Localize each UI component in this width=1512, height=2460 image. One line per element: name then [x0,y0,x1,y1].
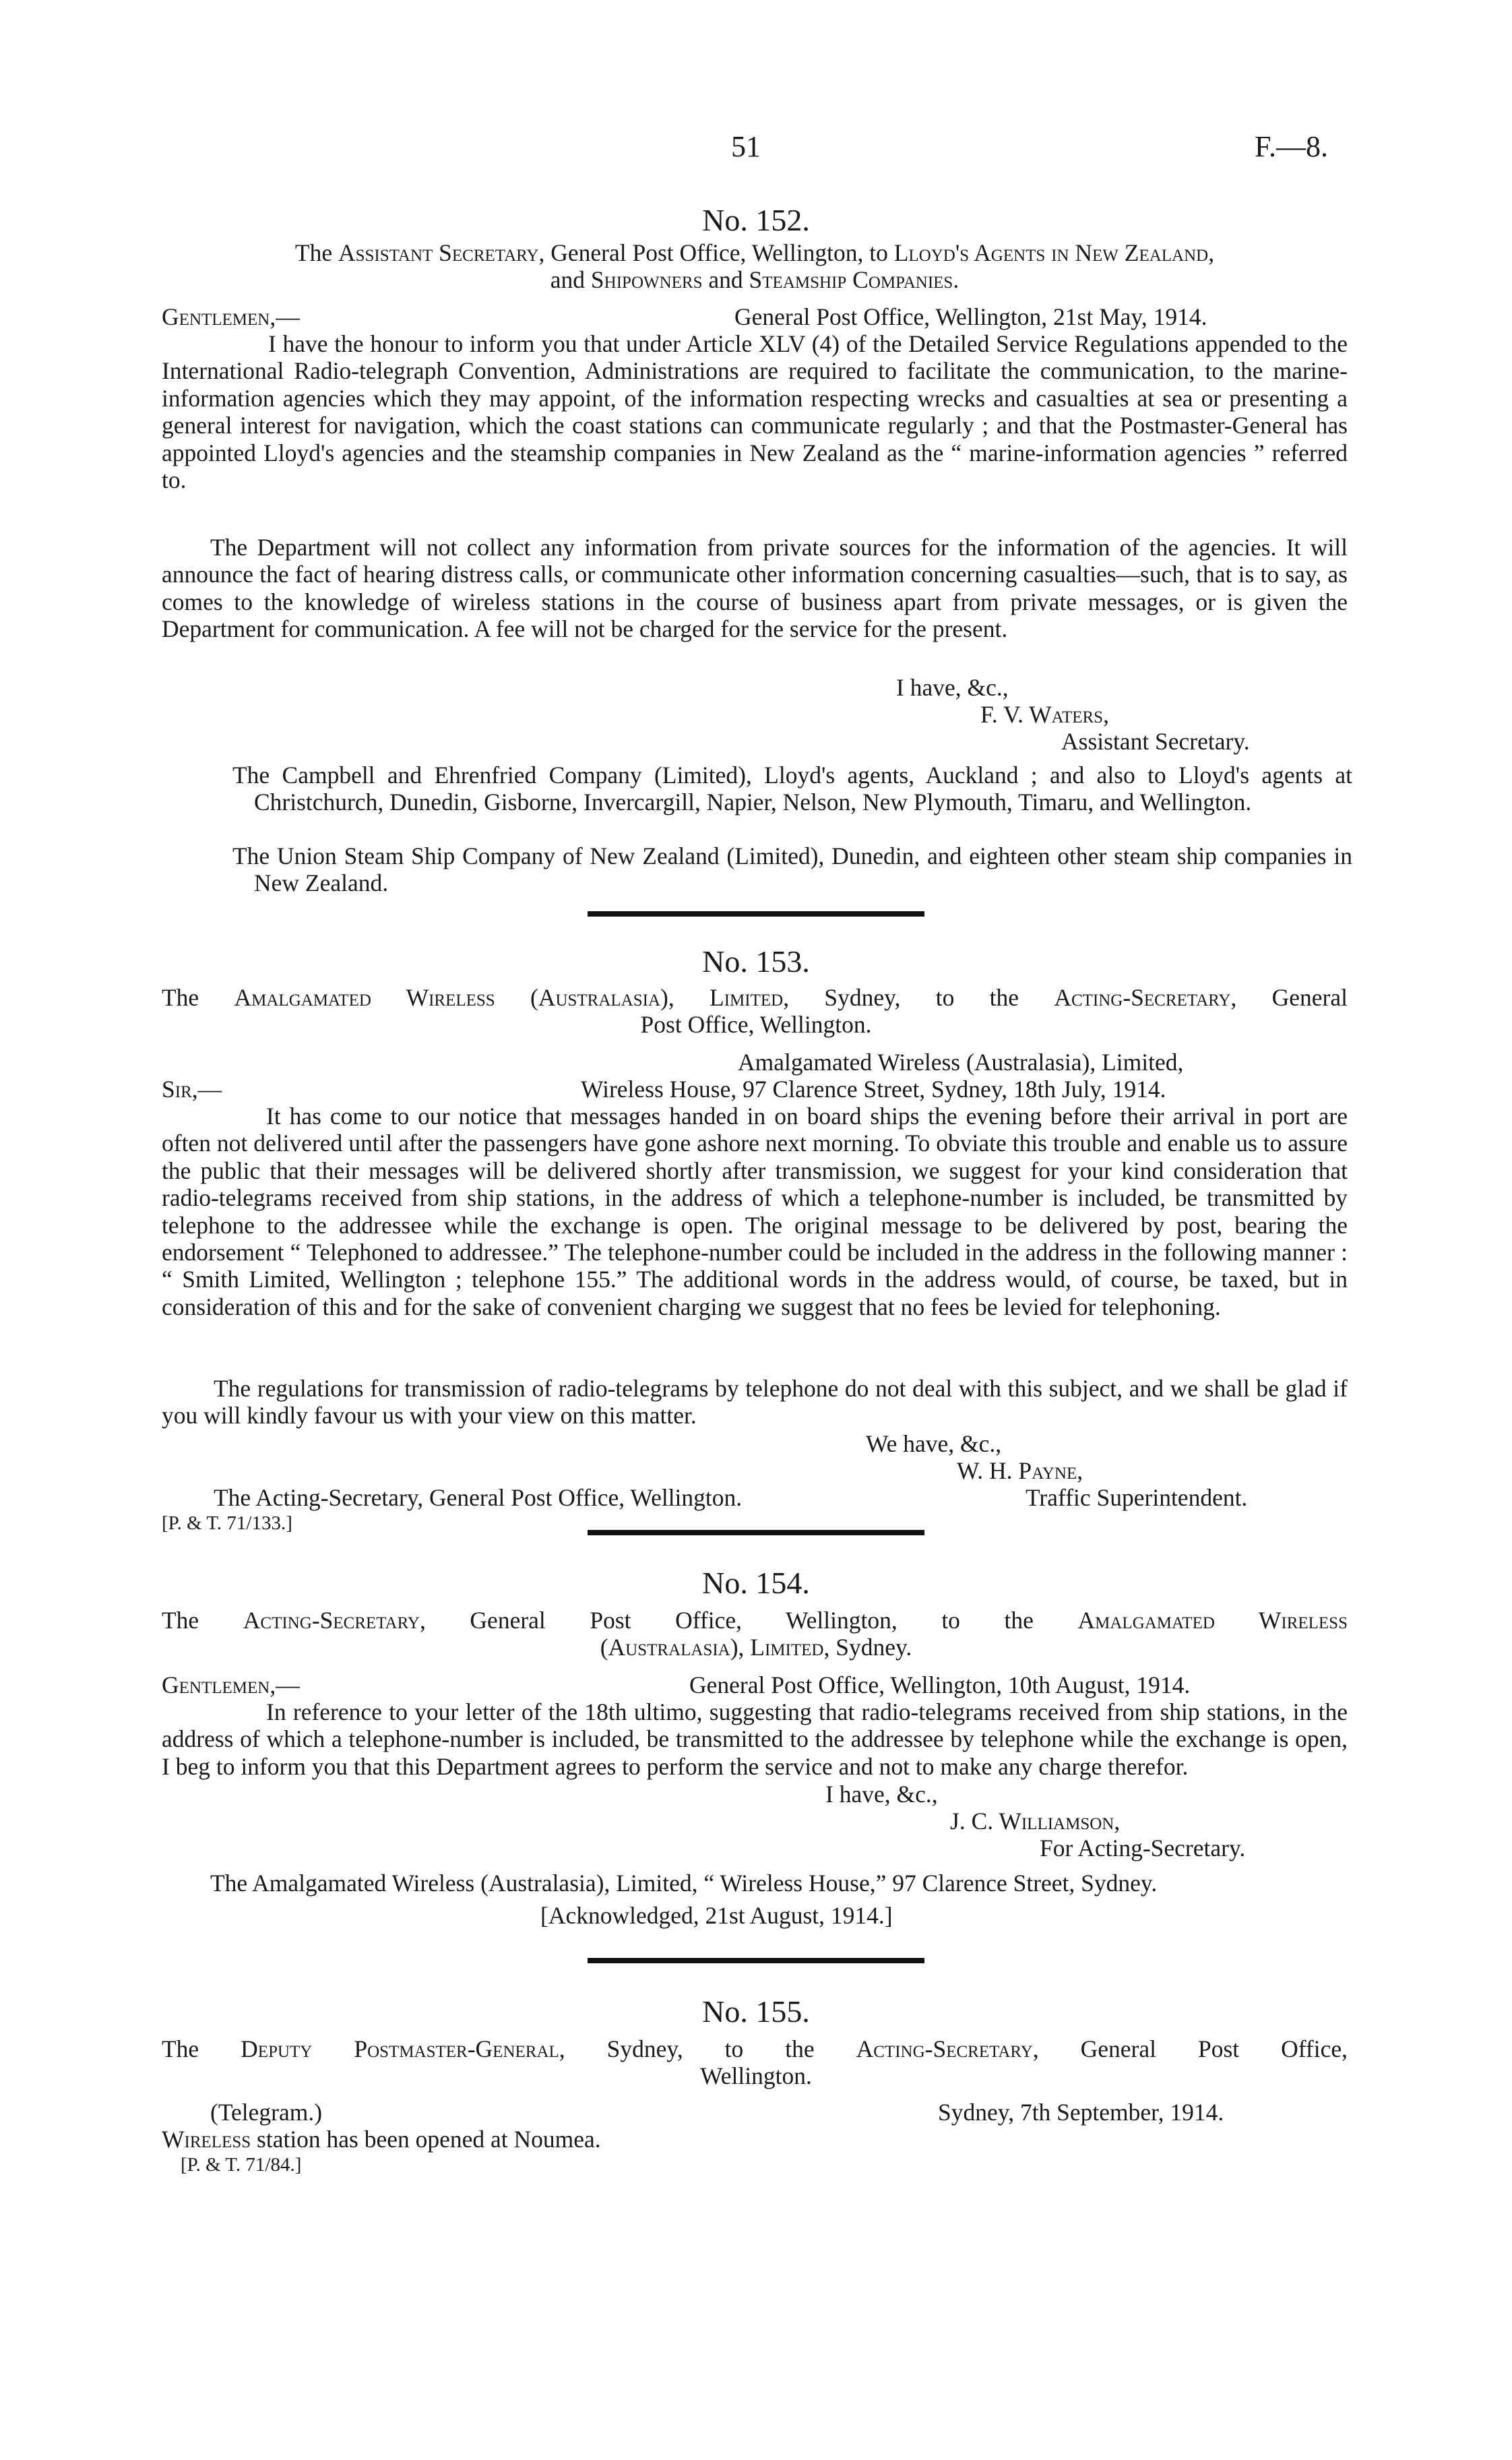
letter-153-addressee: The Acting-Secretary, General Post Office, Wellington. [214,1484,743,1511]
letter-155-heading-line-1: The Deputy Postmaster-General, Sydney, to the Acting-Secretary, General Post Office, [162,2035,1348,2062]
letter-153-closing: We have, &c., [866,1430,1002,1457]
letter-154-heading-line-2: (Australasia), Limited, Sydney. [600,1634,912,1661]
letter-154-recipient: The Amalgamated Wireless (Australasia), Limited, “ Wireless House,” 97 Clarence Street, Sydney. [210,1870,1158,1897]
letter-153-salutation: Sir,— [162,1076,222,1103]
letter-155-dateline: Sydney, 7th September, 1914. [938,2099,1224,2126]
letter-155-heading-line-2: Wellington. [700,2062,812,2089]
letter-152-heading-line-2: and Shipowners and Steamship Companies. [550,266,959,293]
letter-153-signatory-title: Traffic Superintendent. [1026,1484,1248,1511]
letter-152-heading-line-1: The Assistant Secretary, General Post Office, Wellington, to Lloyd's Agents in New Zealand, [294,239,1215,266]
letter-153-paragraph-2: The regulations for transmission of radio-telegrams by telephone do not deal with this subject, and we shall be glad if you will kindly favour us with your view on this matter. [162,1375,1348,1429]
section-divider [588,911,924,917]
letter-152-recipient-1: The Campbell and Ehrenfried Company (Limited), Lloyd's agents, Auckland ; and also to Lloyd's agents at Christchurch, Dunedin, Gisborne, Invercargill, Napier, Nelson, New Plymouth, Timaru, and Wellington. [232,762,1352,816]
letter-153-file-reference: [P. & T. 71/133.] [162,1512,292,1534]
letter-153-heading-line-1: The Amalgamated Wireless (Australasia), Limited, Sydney, to the Acting-Secretary, General [162,984,1348,1011]
letter-153-signature: W. H. Payne, [957,1457,1083,1484]
letter-154-salutation: Gentlemen,— [162,1671,300,1698]
letter-153-address-line-1: Amalgamated Wireless (Australasia), Limited, [738,1049,1184,1076]
letter-154-closing: I have, &c., [825,1781,938,1808]
letter-155-telegram-label: (Telegram.) [210,2099,323,2126]
letter-152-dateline: General Post Office, Wellington, 21st May, 1914. [734,303,1207,330]
letter-152-signature: F. V. Waters, [980,701,1109,728]
letter-154-paragraph-1: In reference to your letter of the 18th ultimo, suggesting that radio-telegrams received from ship stations, in the address of which a telephone-number is included, be transmitted to the addressee by telephone while the exchange is open, I beg to inform you that this Department agrees to perform the service and not to make any charge therefor. [162,1698,1348,1780]
letter-155-number: No. 155. [702,1994,810,2029]
letter-152-paragraph-2: The Department will not collect any information from private sources for the information of the agencies. It will announce the fact of hearing distress calls, or communicate other information concerning casualties—such, that is to say, as comes to the knowledge of wireless stations in the course of business apart from private messages, or is given the Department for communication. A fee will not be charged for the service for the present. [162,534,1348,643]
letter-152-paragraph-1: I have the honour to inform you that under Article XLV (4) of the Detailed Service Regulations appended to the International Radio-telegraph Convention, Administrations are required to facilitate the communication, to the marine-information agencies which they may appoint, of the information respecting wrecks and casualties at sea or presenting a general interest for navigation, which the coast stations can communicate regularly ; and that the Postmaster-General has appointed Lloyd's agencies and the steamship companies in New Zealand as the “ marine-information agencies ” referred to. [162,330,1348,494]
section-divider [588,1958,924,1963]
letter-154-signature: J. C. Williamson, [950,1808,1121,1835]
letter-152-closing: I have, &c., [896,674,1009,701]
letter-152-number: No. 152. [702,203,810,237]
document-reference: F.—8. [1255,130,1328,163]
letter-153-paragraph-1: It has come to our notice that messages handed in on board ships the evening before their arrival in port are often not delivered until after the passengers have gone ashore next morning. To obviate this trouble and enable us to assure the public that their messages will be delivered shortly after transmission, we suggest for your kind consideration that radio-telegrams received from ship stations, in the address of which a telephone-number is included, be transmitted by telephone to the addressee while the exchange is open. The original message to be delivered by post, bearing the endorsement “ Telephoned to addressee.” The telephone-number could be included in the address in the following manner : “ Smith Limited, Wellington ; telephone 155.” The additional words in the address would, of course, be taxed, but in consideration of this and for the sake of convenient charging we suggest that no fees be levied for telephoning. [162,1103,1348,1320]
letter-152-signatory-title: Assistant Secretary. [1061,728,1250,755]
letter-152-recipient-2: The Union Steam Ship Company of New Zealand (Limited), Dunedin, and eighteen other steam ship companies in New Zealand. [232,842,1352,897]
letter-154-signatory-title: For Acting-Secretary. [1040,1835,1246,1862]
letter-154-number: No. 154. [702,1566,810,1600]
letter-155-body: Wireless station has been opened at Noumea. [162,2126,601,2153]
letter-154-heading-line-1: The Acting-Secretary, General Post Office, Wellington, to the Amalgamated Wireless [162,1607,1348,1634]
letter-154-dateline: General Post Office, Wellington, 10th August, 1914. [689,1671,1191,1698]
letter-154-acknowledged: [Acknowledged, 21st August, 1914.] [540,1902,893,1929]
letter-153-heading-line-2: Post Office, Wellington. [640,1011,872,1038]
letter-155-file-reference: [P. & T. 71/84.] [181,2154,302,2176]
page-number: 51 [731,130,761,163]
section-divider [588,1530,924,1535]
letter-153-address-line-2: Wireless House, 97 Clarence Street, Sydney, 18th July, 1914. [581,1076,1166,1103]
letter-152-salutation: Gentlemen,— [162,303,300,330]
letter-153-number: No. 153. [702,944,810,979]
